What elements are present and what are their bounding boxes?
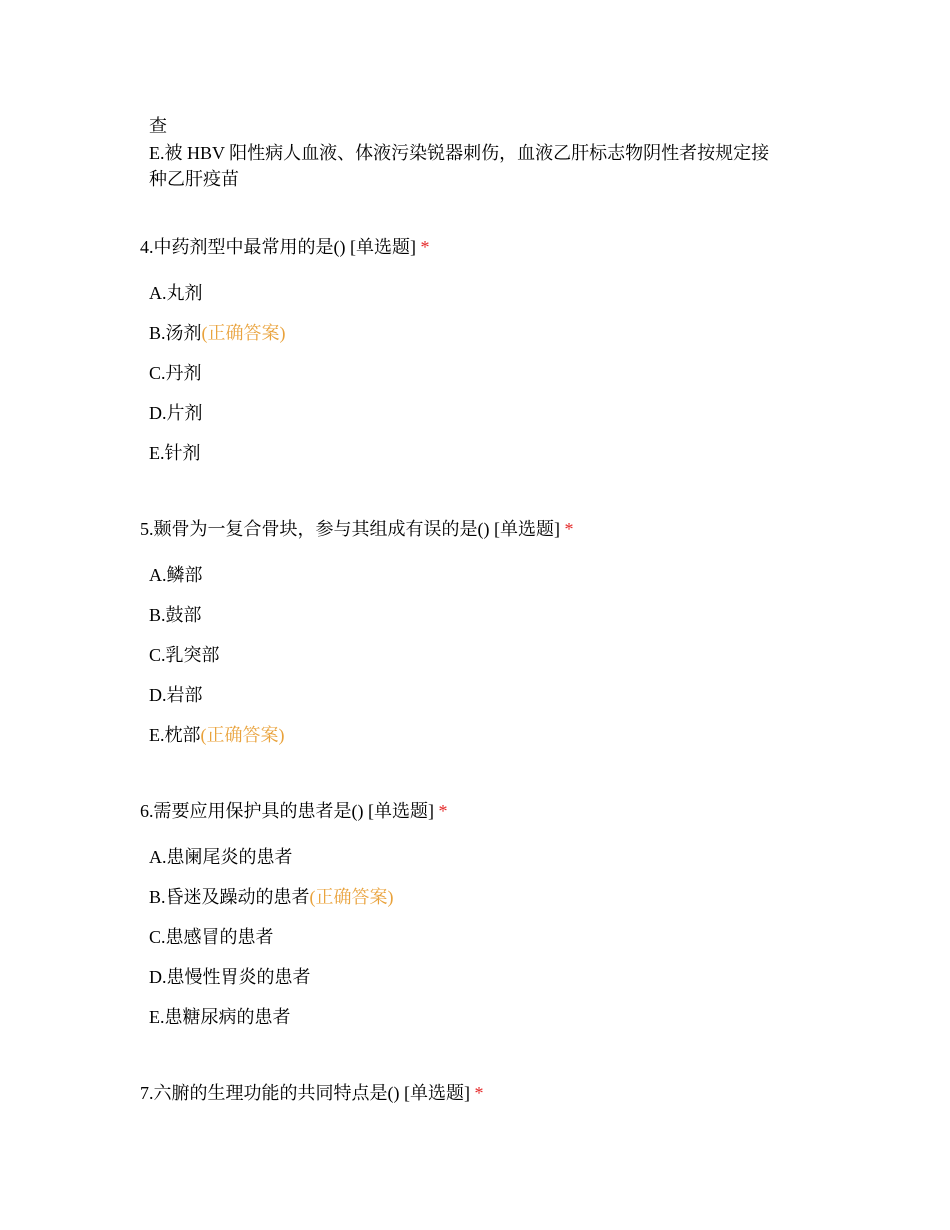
option-c[interactable] — [149, 924, 840, 964]
correct-answer-mark: (正确答案) — [201, 323, 286, 343]
required-star: * — [564, 519, 574, 539]
option-list — [140, 844, 840, 1044]
required-star: * — [474, 1083, 484, 1103]
question-title — [140, 516, 840, 542]
option-a[interactable] — [149, 844, 840, 884]
option-c[interactable] — [149, 642, 840, 682]
option-b[interactable] — [149, 884, 840, 924]
question-4 — [140, 234, 840, 480]
question-title — [140, 1080, 840, 1106]
option-label: B.汤剂 — [149, 323, 202, 343]
option-d[interactable] — [149, 400, 840, 440]
required-star: * — [438, 801, 448, 821]
option-label: C.患感冒的患者 — [149, 927, 274, 947]
option-d[interactable] — [149, 682, 840, 722]
option-label: B.昏迷及躁动的患者 — [149, 887, 310, 907]
option-label: D.患慢性胃炎的患者 — [149, 967, 311, 987]
option-d[interactable] — [149, 964, 840, 1004]
required-star: * — [420, 237, 430, 257]
question-text: 4.中药剂型中最常用的是() [单选题] — [140, 237, 416, 257]
fragment-line: 种乙肝疫苗 — [149, 169, 239, 189]
option-label: D.片剂 — [149, 403, 203, 423]
option-a[interactable] — [149, 280, 840, 320]
fragment-line: 查 — [149, 116, 167, 136]
correct-answer-mark: (正确答案) — [200, 725, 285, 745]
option-label: C.丹剂 — [149, 363, 202, 383]
option-b[interactable] — [149, 602, 840, 642]
fragment-option-e: E.被 HBV 阳性病人血液、体液污染锐器刺伤，血液乙肝标志物阴性者按规定接 — [149, 142, 770, 163]
option-list — [140, 280, 840, 480]
question-title — [140, 798, 840, 824]
question-title — [140, 234, 840, 260]
option-label: D.岩部 — [149, 685, 203, 705]
option-label: B.鼓部 — [149, 605, 202, 625]
question-5 — [140, 516, 840, 762]
option-c[interactable] — [149, 360, 840, 400]
question-text: 6.需要应用保护具的患者是() [单选题] — [140, 801, 434, 821]
option-label: C.乳突部 — [149, 645, 220, 665]
previous-question-fragment — [149, 113, 809, 193]
option-a[interactable] — [149, 562, 840, 602]
question-7 — [140, 1080, 840, 1106]
option-list — [140, 562, 840, 762]
option-label: A.鳞部 — [149, 565, 203, 585]
option-label: E.针剂 — [149, 443, 201, 463]
question-text: 7.六腑的生理功能的共同特点是() [单选题] — [140, 1083, 470, 1103]
option-label: A.患阑尾炎的患者 — [149, 847, 293, 867]
option-label: A.丸剂 — [149, 283, 203, 303]
option-e[interactable] — [149, 722, 840, 762]
question-6 — [140, 798, 840, 1044]
correct-answer-mark: (正确答案) — [309, 887, 394, 907]
option-label: E.枕部 — [149, 725, 201, 745]
option-label: E.患糖尿病的患者 — [149, 1007, 291, 1027]
option-b[interactable] — [149, 320, 840, 360]
option-e[interactable] — [149, 1004, 840, 1044]
option-e[interactable] — [149, 440, 840, 480]
question-text: 5.颞骨为一复合骨块，参与其组成有误的是() [单选题] — [140, 519, 560, 539]
